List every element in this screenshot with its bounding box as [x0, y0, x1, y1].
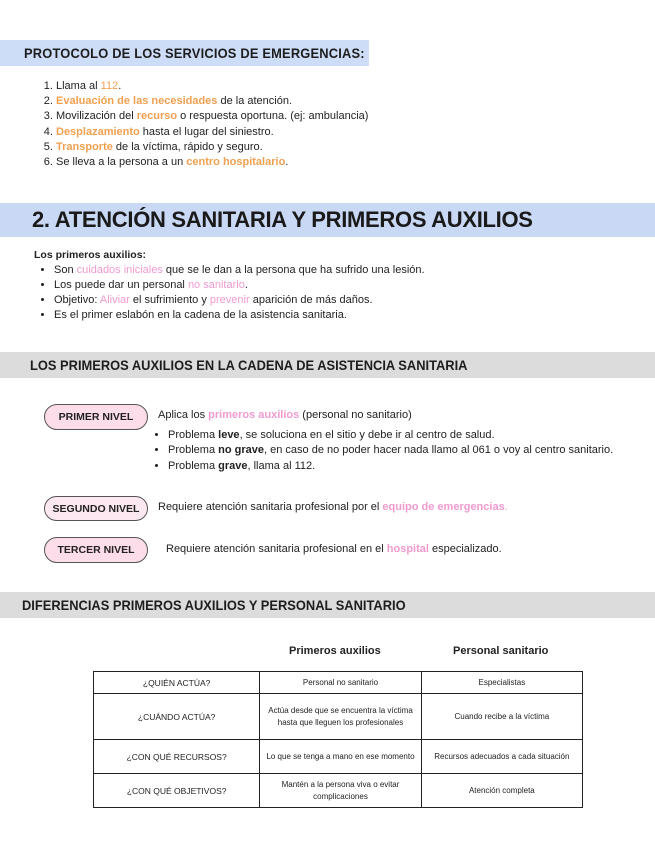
protocol-step: 1. Llama al 112.	[56, 79, 368, 94]
health-staff-cell: Especialistas	[421, 672, 582, 694]
first-aid-cell: Actúa desde que se encuentra la víctima hasta que lleguen los profesionales	[260, 694, 421, 740]
first-aid-cell: Lo que se tenga a mano en ese momento	[260, 740, 421, 774]
protocol-step: 3. Movilización del recurso o respuesta oportuna. (ej: ambulancia)	[56, 109, 368, 124]
differences-table	[93, 671, 583, 808]
health-staff-cell: Atención completa	[421, 774, 582, 808]
protocol-step: 6. Se lleva a la persona a un centro hospitalario.	[56, 155, 368, 170]
level-3-description: Requiere atención sanitaria profesional en el hospital especializado.	[166, 543, 502, 555]
row-question: ¿CON QUÉ OBJETIVOS?	[94, 774, 260, 808]
list-item: • Objetivo: Aliviar el sufrimiento y prevenir aparición de más daños.	[54, 293, 425, 308]
column-header-health-staff: Personal sanitario	[453, 645, 549, 657]
level-1-description: Aplica los primeros auxilios (personal no sanitario)	[158, 409, 412, 421]
protocol-steps	[40, 79, 368, 170]
list-item: • Son cuidados iniciales que se le dan a la persona que ha sufrido una lesión.	[54, 263, 425, 278]
list-item: • Es el primer eslabón en la cadena de la asistencia sanitaria.	[54, 308, 425, 323]
protocol-step: 4. Desplazamiento hasta el lugar del siniestro.	[56, 125, 368, 140]
first-aid-subheading: Los primeros auxilios:	[34, 249, 147, 261]
health-staff-cell: Recursos adecuados a cada situación	[421, 740, 582, 774]
level-2-badge: SEGUNDO NIVEL	[44, 496, 148, 521]
health-staff-cell: Cuando recibe a la víctima	[421, 694, 582, 740]
protocol-title: PROTOCOLO DE LOS SERVICIOS DE EMERGENCIAS:	[24, 45, 365, 61]
row-question: ¿CUÁNDO ACTÚA?	[94, 694, 260, 740]
first-aid-cell: Personal no sanitario	[260, 672, 421, 694]
column-header-first-aid: Primeros auxilios	[289, 645, 381, 657]
section2-title: 2. ATENCIÓN SANITARIA Y PRIMEROS AUXILIOS	[32, 207, 533, 232]
first-aid-cell: Mantén a la persona viva o evitar complicaciones	[260, 774, 421, 808]
list-item: • Los puede dar un personal no sanitario.	[54, 278, 425, 293]
first-aid-list	[36, 263, 425, 323]
row-question: ¿CON QUÉ RECURSOS?	[94, 740, 260, 774]
table-row	[94, 672, 583, 694]
level-2-description: Requiere atención sanitaria profesional por el equipo de emergencias.	[158, 501, 508, 513]
list-item: • Problema grave, llama al 112.	[168, 459, 613, 474]
table-row	[94, 774, 583, 808]
table-row	[94, 740, 583, 774]
level-3-badge: TERCER NIVEL	[44, 537, 148, 563]
row-question: ¿QUIÉN ACTÚA?	[94, 672, 260, 694]
table-row	[94, 694, 583, 740]
list-item: • Problema leve, se soluciona en el sitio y debe ir al centro de salud.	[168, 428, 613, 443]
list-item: • Problema no grave, en caso de no poder hacer nada llamo al 061 o voy al centro sanitario.	[168, 443, 613, 458]
protocol-step: 5. Transporte de la víctima, rápido y seguro.	[56, 140, 368, 155]
differences-title: DIFERENCIAS PRIMEROS AUXILIOS Y PERSONAL SANITARIO	[22, 597, 406, 613]
chain-title: LOS PRIMEROS AUXILIOS EN LA CADENA DE ASISTENCIA SANITARIA	[30, 357, 468, 373]
protocol-step: 2. Evaluación de las necesidades de la atención.	[56, 94, 368, 109]
level-1-list	[150, 428, 613, 474]
level-1-badge: PRIMER NIVEL	[44, 404, 148, 430]
